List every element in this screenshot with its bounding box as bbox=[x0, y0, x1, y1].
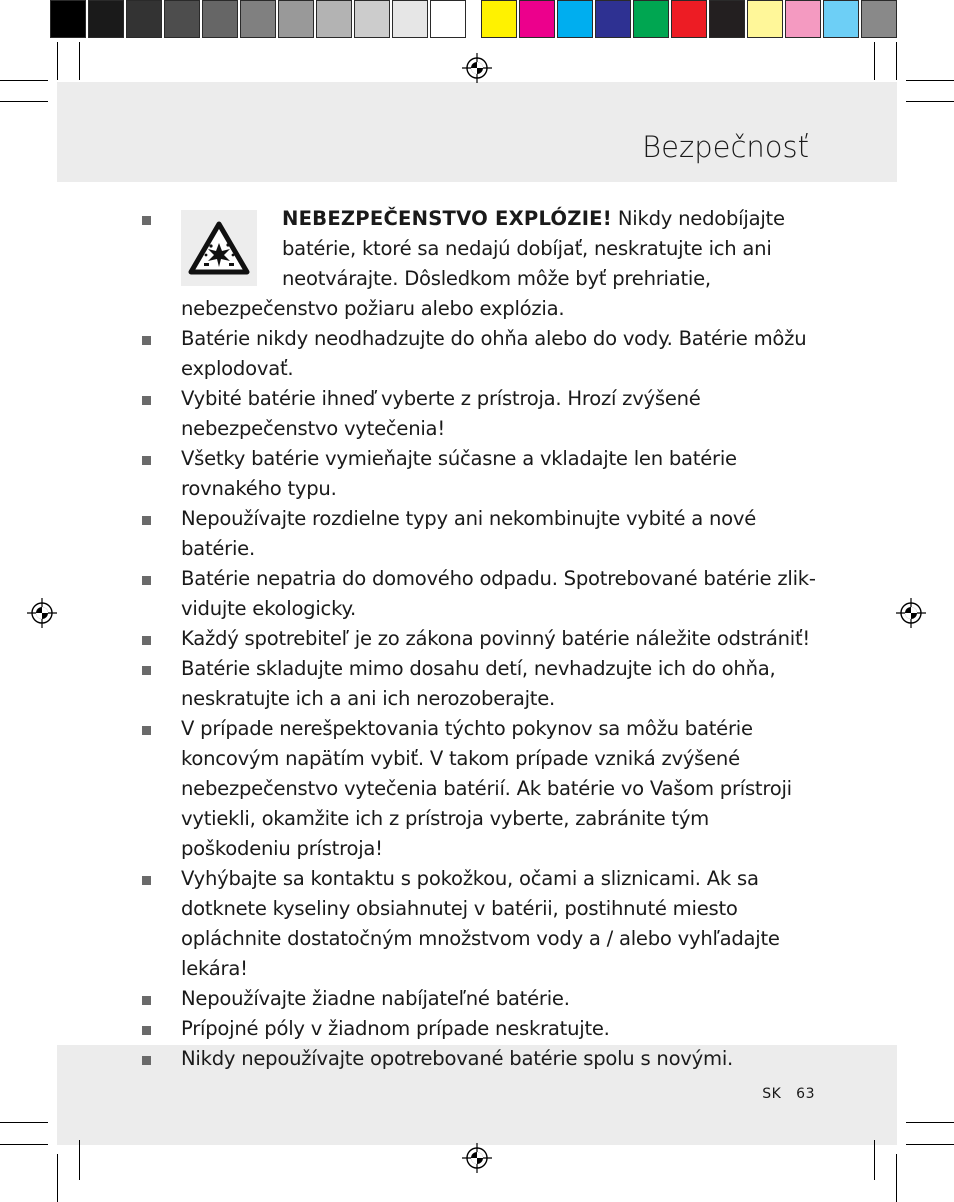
bullet-square-icon bbox=[142, 576, 151, 585]
color-swatch bbox=[316, 0, 352, 38]
bullet-square-icon bbox=[142, 636, 151, 645]
crop-mark bbox=[906, 1122, 954, 1123]
bullet-square-icon bbox=[142, 336, 151, 345]
crop-mark bbox=[57, 1154, 58, 1202]
color-swatch bbox=[164, 0, 200, 38]
registration-mark-icon bbox=[460, 1141, 494, 1175]
list-item-text: Vybité batérie ihneď vyberte z prístroja. Hrozí zvýšené nebezpečenstvo vytečenia! bbox=[181, 387, 701, 440]
color-swatch bbox=[633, 0, 669, 38]
list-item-text: Vyhýbajte sa kontaktu s pokožkou, očami a sliznicami. Ak sa dotknete kyseliny obsiahnutej v batérii, postihnuté miesto opláchnite dostatočným množstvom vody a / alebo vyhľadajte lekára! bbox=[181, 867, 780, 980]
color-swatch bbox=[785, 0, 821, 38]
crop-mark bbox=[79, 1140, 80, 1180]
color-swatch bbox=[278, 0, 314, 38]
list-item-text: Batérie skladujte mimo dosahu detí, nevhadzujte ich do ohňa, neskratujte ich a ani ich nerozoberajte. bbox=[181, 657, 776, 710]
color-swatch bbox=[709, 0, 745, 38]
registration-mark-icon bbox=[894, 596, 928, 630]
crop-mark bbox=[0, 101, 48, 102]
bullet-square-icon bbox=[142, 666, 151, 675]
list-item-text: Batérie nikdy neodhadzujte do ohňa alebo do vody. Batérie môžu explodovať. bbox=[181, 327, 807, 380]
list-item bbox=[140, 1014, 820, 1044]
safety-list bbox=[140, 204, 820, 1074]
list-item bbox=[140, 624, 820, 654]
crop-mark bbox=[906, 1144, 954, 1145]
page-number bbox=[762, 1086, 815, 1102]
color-swatch bbox=[671, 0, 707, 38]
crop-mark bbox=[906, 101, 954, 102]
bullet-square-icon bbox=[142, 1026, 151, 1035]
page-title: Bezpečnosť bbox=[642, 130, 809, 164]
list-item-text: Nepoužívajte rozdielne typy ani nekombinujte vybité a nové batérie. bbox=[181, 507, 757, 560]
list-item-text: Prípojné póly v žiadnom prípade neskratujte. bbox=[181, 1017, 610, 1040]
grayscale-color-bar bbox=[50, 0, 468, 40]
color-swatch bbox=[481, 0, 517, 38]
registration-mark-icon bbox=[25, 596, 59, 630]
list-item-text: Každý spotrebiteľ je zo zákona povinný batérie náležite odstrániť! bbox=[181, 627, 811, 650]
list-item-text: Nikdy nedobíjajte batérie, ktoré sa nedajú dobíjať, neskratujte ich ani neotvárajte. Dôsledkom môže byť prehriatie, nebezpečenstvo požiaru alebo explózia. bbox=[181, 207, 785, 320]
list-item bbox=[140, 714, 820, 864]
language-code: SK bbox=[762, 1086, 782, 1102]
list-item-text: Nikdy nepoužívajte opotrebované batérie spolu s novými. bbox=[181, 1047, 734, 1070]
color-swatch bbox=[240, 0, 276, 38]
color-swatch bbox=[595, 0, 631, 38]
list-item-text: V prípade nerešpektovania týchto pokynov sa môžu batérie koncovým napätím vybiť. V takom prípade vzniká zvýšené nebezpečenstvo vytečenia batérií. Ak batérie vo Vašom prístroji vytiekli, okamžite ich z prístroja vyberte, zabránite tým poškodeniu prístroja! bbox=[181, 717, 792, 860]
color-swatch bbox=[519, 0, 555, 38]
explosion-warning-icon bbox=[181, 210, 257, 286]
list-item bbox=[140, 384, 820, 444]
list-item bbox=[140, 204, 820, 324]
color-swatch bbox=[50, 0, 86, 38]
list-item bbox=[140, 444, 820, 504]
color-swatch bbox=[557, 0, 593, 38]
bullet-square-icon bbox=[142, 876, 151, 885]
bullet-square-icon bbox=[142, 516, 151, 525]
color-swatch bbox=[202, 0, 238, 38]
page-number-value: 63 bbox=[796, 1086, 815, 1102]
crop-mark bbox=[874, 1140, 875, 1180]
color-swatch bbox=[126, 0, 162, 38]
process-color-bar bbox=[481, 0, 899, 40]
list-item-text: Nepoužívajte žiadne nabíjateľné batérie. bbox=[181, 987, 570, 1010]
crop-mark bbox=[57, 42, 58, 80]
list-item bbox=[140, 654, 820, 714]
crop-mark bbox=[906, 80, 954, 81]
list-item bbox=[140, 984, 820, 1014]
crop-mark bbox=[0, 1144, 48, 1145]
list-item-text: Všetky batérie vymieňajte súčasne a vkladajte len batérie rovnakého typu. bbox=[181, 447, 737, 500]
list-item bbox=[140, 864, 820, 984]
warning-heading: NEBEZPEČENSTVO EXPLÓZIE! bbox=[282, 207, 612, 230]
list-item bbox=[140, 564, 820, 624]
bullet-square-icon bbox=[142, 456, 151, 465]
color-swatch bbox=[861, 0, 897, 38]
color-swatch bbox=[747, 0, 783, 38]
list-item bbox=[140, 324, 820, 384]
bullet-square-icon bbox=[142, 726, 151, 735]
crop-mark bbox=[874, 42, 875, 80]
color-swatch bbox=[823, 0, 859, 38]
bullet-square-icon bbox=[142, 996, 151, 1005]
registration-mark-icon bbox=[460, 51, 494, 85]
color-swatch bbox=[88, 0, 124, 38]
crop-mark bbox=[896, 1154, 897, 1202]
list-item-text: Batérie nepatria do domového odpadu. Spotrebované batérie zlikvidujte ekologicky. bbox=[181, 567, 816, 620]
bullet-square-icon bbox=[142, 1056, 151, 1065]
list-item bbox=[140, 504, 820, 564]
color-swatch bbox=[354, 0, 390, 38]
crop-mark bbox=[79, 42, 80, 80]
color-swatch bbox=[430, 0, 466, 38]
crop-mark bbox=[0, 80, 48, 81]
bullet-square-icon bbox=[142, 216, 151, 225]
crop-mark bbox=[0, 1122, 48, 1123]
bullet-square-icon bbox=[142, 396, 151, 405]
crop-mark bbox=[896, 42, 897, 80]
list-item bbox=[140, 1044, 820, 1074]
color-swatch bbox=[392, 0, 428, 38]
